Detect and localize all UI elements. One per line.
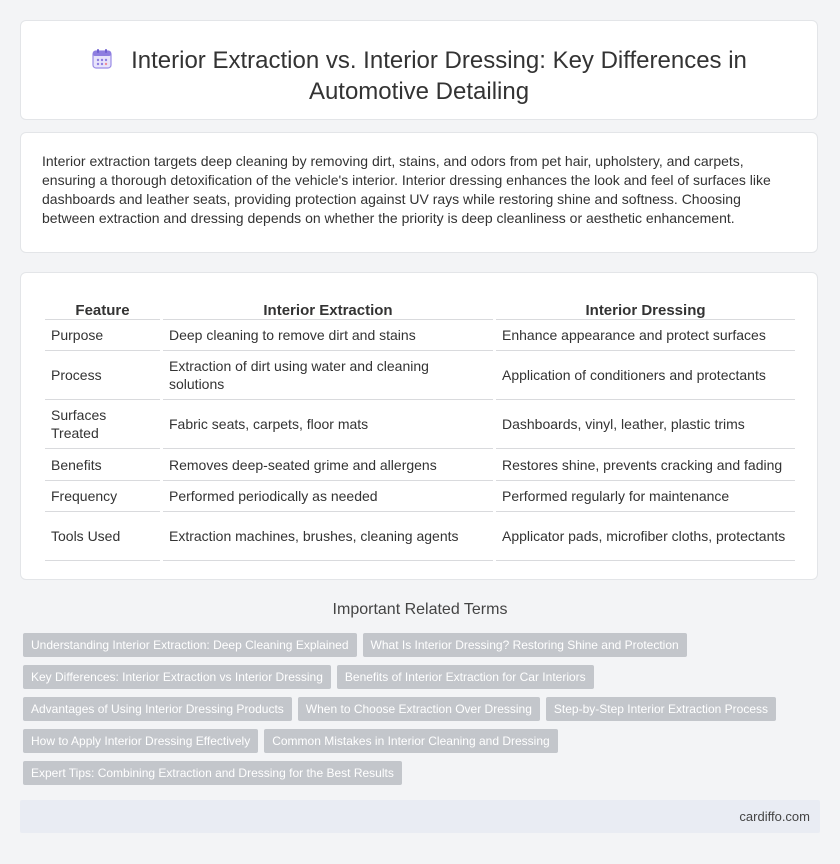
intro-paragraph: Interior extraction targets deep cleaning by removing dirt, stains, and odors from pet hair, upholstery, and carpets, ensuring a thorough detoxification of the vehicle's interior. Interior dressing enhances the look and feel of surfaces like dashboards and leather seats, providing protection against UV rays while restoring shine and softness. Choosing between extraction and dressing depends on whether the priority is deep cleanliness or aesthetic enhancement. — [42, 153, 771, 226]
footer — [20, 800, 820, 833]
extraction-cell: Extraction machines, brushes, cleaning agents — [163, 512, 493, 561]
related-term-tag[interactable]: Common Mistakes in Interior Cleaning and Dressing — [264, 729, 557, 753]
table-row — [45, 400, 795, 449]
tag-row — [23, 665, 813, 697]
tag-row — [23, 761, 813, 793]
feature-cell: Process — [45, 351, 160, 400]
dressing-cell: Application of conditioners and protectants — [496, 351, 795, 400]
related-term-tag[interactable]: Benefits of Interior Extraction for Car Interiors — [337, 665, 594, 689]
table-row — [45, 351, 795, 400]
header-interior-extraction: Interior Extraction — [163, 295, 493, 320]
title-line-1: Interior Extraction vs. Interior Dressing: Key Differences in — [131, 47, 747, 74]
feature-cell: Surfaces Treated — [45, 400, 160, 449]
extraction-cell: Performed periodically as needed — [163, 481, 493, 512]
dressing-cell: Performed regularly for maintenance — [496, 481, 795, 512]
dressing-cell: Dashboards, vinyl, leather, plastic trims — [496, 400, 795, 449]
title-card — [20, 20, 818, 120]
related-term-tag[interactable]: Step-by-Step Interior Extraction Process — [546, 697, 776, 721]
related-term-tag[interactable]: Expert Tips: Combining Extraction and Dressing for the Best Results — [23, 761, 402, 785]
related-terms-title: Important Related Terms — [332, 601, 508, 618]
related-terms-list — [23, 633, 813, 793]
dressing-cell: Applicator pads, microfiber cloths, protectants — [496, 512, 795, 561]
tag-row — [23, 697, 813, 729]
footer-site-link[interactable]: cardiffo.com — [739, 809, 810, 824]
title-line-2: Automotive Detailing — [308, 78, 530, 105]
related-term-tag[interactable]: Advantages of Using Interior Dressing Products — [23, 697, 292, 721]
extraction-cell: Deep cleaning to remove dirt and stains — [163, 320, 493, 351]
extraction-cell: Fabric seats, carpets, floor mats — [163, 400, 493, 449]
table-header-row — [45, 295, 795, 320]
feature-cell: Tools Used — [45, 512, 160, 561]
related-term-tag[interactable]: How to Apply Interior Dressing Effectively — [23, 729, 258, 753]
extraction-cell: Removes deep-seated grime and allergens — [163, 449, 493, 481]
extraction-cell: Extraction of dirt using water and cleaning solutions — [163, 351, 493, 400]
table-row — [45, 449, 795, 481]
related-term-tag[interactable]: What Is Interior Dressing? Restoring Shine and Protection — [363, 633, 687, 657]
related-term-tag[interactable]: Key Differences: Interior Extraction vs Interior Dressing — [23, 665, 331, 689]
table-row — [45, 481, 795, 512]
dressing-cell: Restores shine, prevents cracking and fading — [496, 449, 795, 481]
feature-cell: Frequency — [45, 481, 160, 512]
header-feature: Feature — [45, 295, 160, 320]
header-interior-dressing: Interior Dressing — [496, 295, 795, 320]
table-row — [45, 320, 795, 351]
comparison-table — [42, 295, 798, 561]
related-term-tag[interactable]: Understanding Interior Extraction: Deep Cleaning Explained — [23, 633, 357, 657]
tag-row — [23, 633, 813, 665]
table-row — [45, 512, 795, 561]
feature-cell: Benefits — [45, 449, 160, 481]
page-title — [21, 46, 817, 106]
dressing-cell: Enhance appearance and protect surfaces — [496, 320, 795, 351]
calendar-icon — [91, 48, 113, 77]
comparison-card — [20, 272, 818, 580]
related-term-tag[interactable]: When to Choose Extraction Over Dressing — [298, 697, 540, 721]
feature-cell: Purpose — [45, 320, 160, 351]
tag-row — [23, 729, 813, 761]
intro-card — [20, 132, 818, 253]
